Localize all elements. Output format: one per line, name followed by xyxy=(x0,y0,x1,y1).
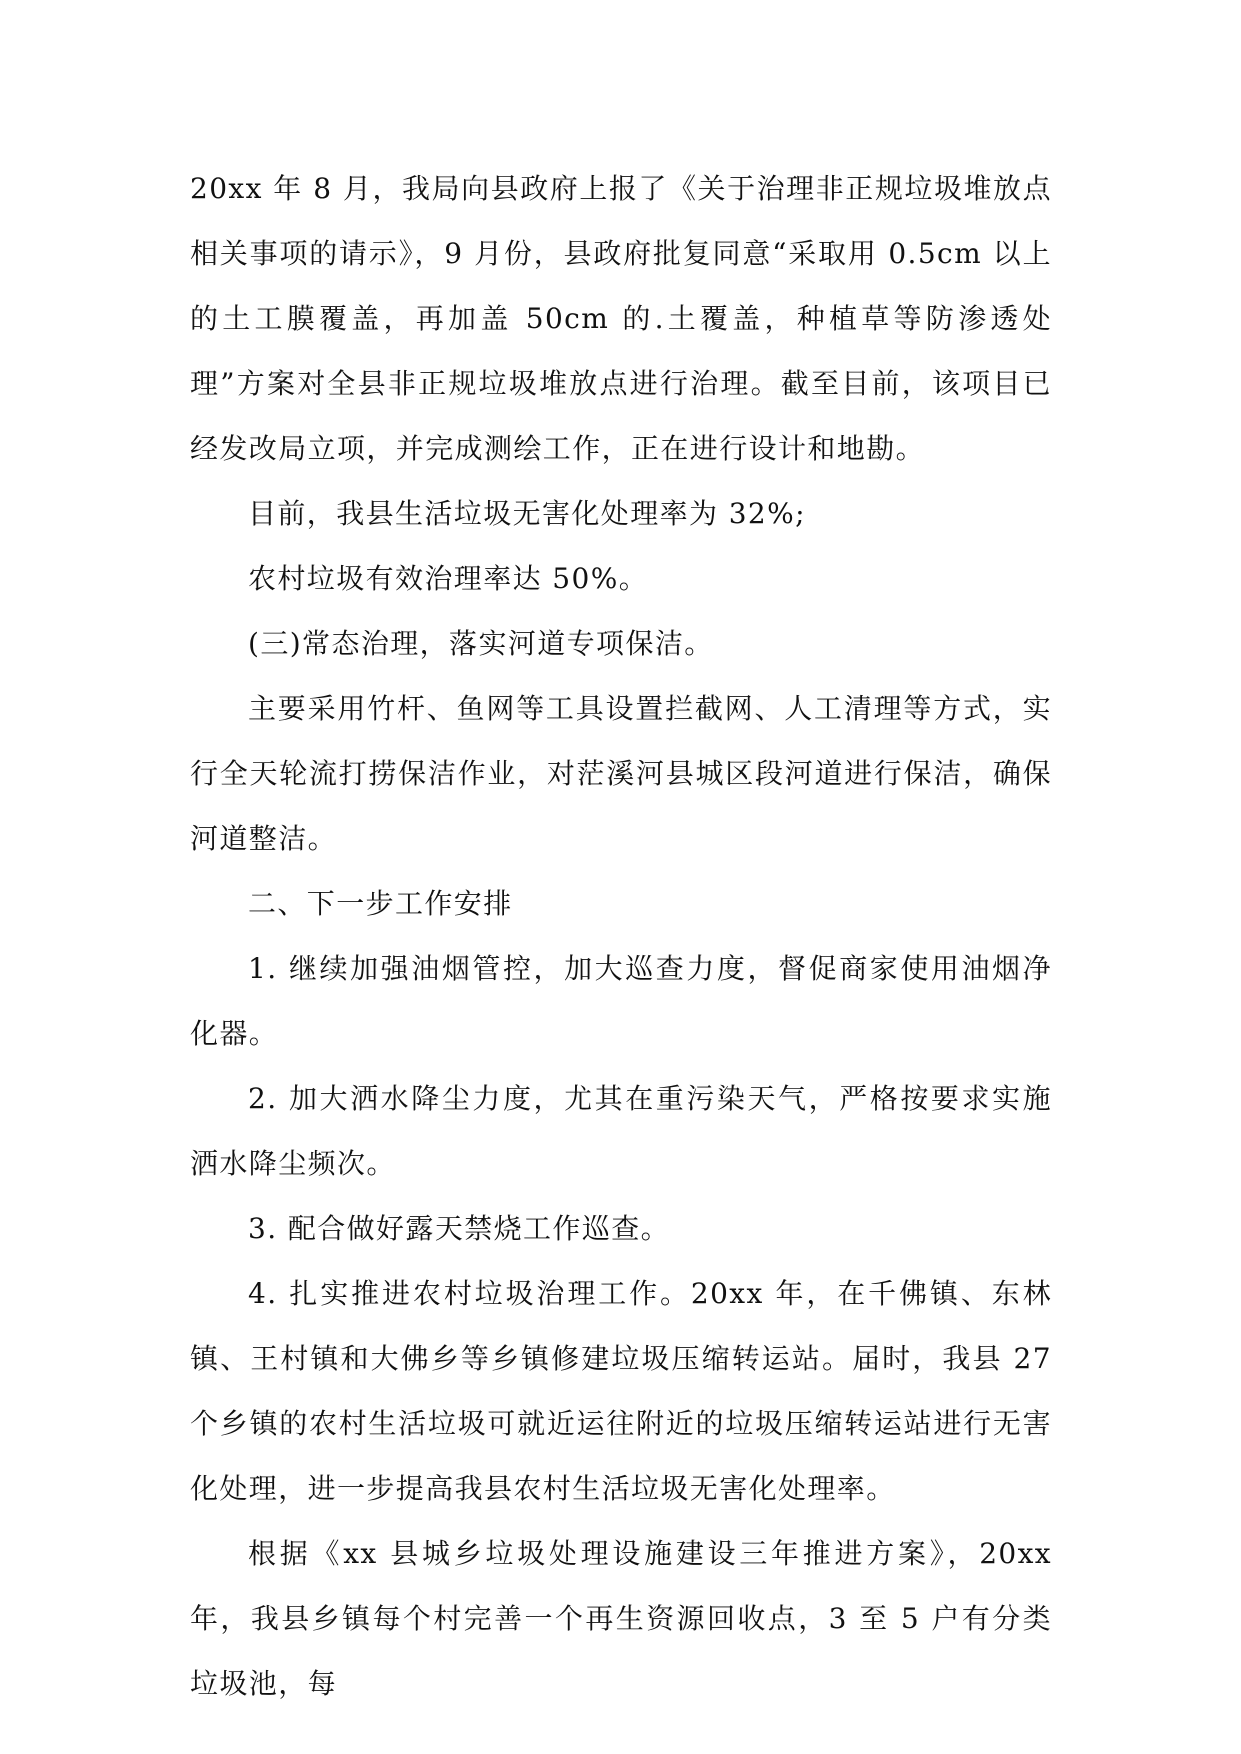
list-item-1: 1. 继续加强油烟管控，加大巡查力度，督促商家使用油烟净化器。 xyxy=(190,952,1052,1050)
paragraph-rural-rate: 农村垃圾有效治理率达 50%。 xyxy=(248,562,649,595)
list-item-4: 4. 扎实推进农村垃圾治理工作。20xx 年，在千佛镇、东林镇、王村镇和大佛乡等乡镇修建垃圾压缩转运站。届时，我县 27 个乡镇的农村生活垃圾可就近运往附近的垃圾压缩转运站进行无害化处理，进一步提高我县农村生活垃圾无害化处理率。 xyxy=(190,1277,1052,1505)
paragraph-three-year-plan: 根据《xx 县城乡垃圾处理设施建设三年推进方案》，20xx 年，我县乡镇每个村完善一个再生资源回收点，3 至 5 户有分类垃圾池，每 xyxy=(190,1537,1052,1700)
list-item-2: 2. 加大洒水降尘力度，尤其在重污染天气，严格按要求实施洒水降尘频次。 xyxy=(190,1082,1052,1180)
section-heading-next-steps: 二、下一步工作安排 xyxy=(248,887,513,920)
paragraph-report-submission: 20xx 年 8 月，我局向县政府上报了《关于治理非正规垃圾堆放点相关事项的请示》，9 月份，县政府批复同意“采取用 0.5cm 以上的土工膜覆盖，再加盖 50cm 的.土覆盖，种植草等防渗透处理”方案对全县非正规垃圾堆放点进行治理。截至目前，该项目已经发改局立项，并完成测绘工作，正在进行设计和地勘。 xyxy=(190,172,1052,465)
list-item-3: 3. 配合做好露天禁烧工作巡查。 xyxy=(248,1212,671,1245)
paragraph-river-cleaning: 主要采用竹杆、鱼网等工具设置拦截网、人工清理等方式，实行全天轮流打捞保洁作业，对茫溪河县城区段河道进行保洁，确保河道整洁。 xyxy=(190,692,1052,855)
document-page xyxy=(190,156,1052,1716)
section-heading-river-cleaning: (三)常态治理，落实河道专项保洁。 xyxy=(248,627,714,660)
paragraph-harmless-rate: 目前，我县生活垃圾无害化处理率为 32%; xyxy=(248,497,806,530)
